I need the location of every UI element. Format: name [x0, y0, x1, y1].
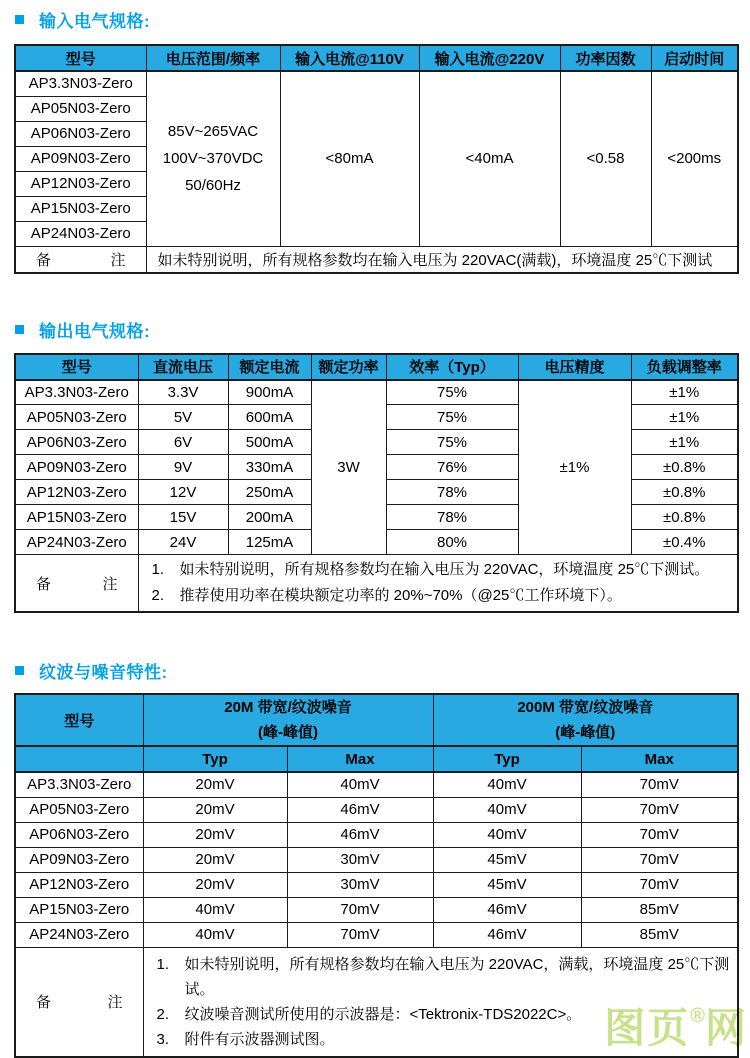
efficiency-cell: 76%	[386, 455, 518, 480]
dc-voltage-cell: 12V	[138, 480, 228, 505]
model-cell: AP09N03-Zero	[15, 847, 143, 872]
table-row	[15, 847, 738, 872]
ripple-200m-typ-cell: 40mV	[433, 797, 581, 822]
model-cell: AP05N03-Zero	[15, 797, 143, 822]
table-row	[15, 772, 738, 797]
load-regulation-cell: ±0.8%	[631, 455, 738, 480]
rated-current-cell: 330mA	[228, 455, 311, 480]
rated-current-cell: 500mA	[228, 430, 311, 455]
ripple-200m-max-cell: 70mV	[581, 822, 738, 847]
group-header-line: (峰-峰值)	[258, 724, 318, 741]
table-subheader-row	[15, 746, 738, 772]
rated-current-cell: 200mA	[228, 505, 311, 530]
rated-current-cell: 900mA	[228, 380, 311, 405]
ripple-20m-max-cell: 46mV	[287, 797, 433, 822]
table-row	[15, 922, 738, 947]
note-text: 如未特别说明，所有规格参数均在输入电压为 220VAC(满载)，环境温度 25℃下测试	[146, 246, 738, 273]
section-title-text: 输出电气规格:	[39, 322, 151, 341]
registered-trademark-icon: ®	[690, 1005, 705, 1027]
note-line	[150, 583, 734, 609]
model-cell: AP24N03-Zero	[15, 221, 146, 246]
efficiency-cell: 75%	[386, 405, 518, 430]
watermark-text: 图页	[604, 1005, 691, 1051]
model-cell: AP24N03-Zero	[15, 530, 138, 555]
ripple-20m-typ-cell: 40mV	[143, 922, 287, 947]
ripple-200m-typ-cell: 46mV	[433, 922, 581, 947]
model-cell: AP24N03-Zero	[15, 922, 143, 947]
model-cell: AP06N03-Zero	[15, 121, 146, 146]
input-current-110v-cell: <80mA	[280, 71, 419, 246]
model-cell: AP05N03-Zero	[15, 405, 138, 430]
ripple-200m-max-cell: 70mV	[581, 772, 738, 797]
note-label-char: 备	[36, 994, 52, 1011]
table-header-row	[15, 45, 738, 71]
section-title-input-specs	[15, 7, 737, 31]
efficiency-cell: 75%	[386, 380, 518, 405]
note-text: 纹波噪音测试所使用的示波器是：<Tektronix-TDS2022C>。	[184, 1005, 582, 1023]
load-regulation-cell: ±0.8%	[631, 480, 738, 505]
group-header-line: (峰-峰值)	[555, 724, 616, 741]
model-cell: AP3.3N03-Zero	[15, 380, 138, 405]
table-row	[15, 797, 738, 822]
dc-voltage-cell: 24V	[138, 530, 228, 555]
voltage-range-line: 85V~265VAC	[167, 123, 259, 141]
model-cell: AP12N03-Zero	[15, 171, 146, 196]
col-header-200m-bandwidth	[433, 694, 738, 746]
voltage-accuracy-cell: ±1%	[518, 380, 631, 555]
note-text: 如未特别说明，所有规格参数均在输入电压为 220VAC，环境温度 25℃下测试。	[179, 561, 710, 578]
efficiency-cell: 78%	[386, 505, 518, 530]
dc-voltage-cell: 15V	[138, 505, 228, 530]
model-cell: AP15N03-Zero	[15, 505, 138, 530]
model-cell: AP12N03-Zero	[15, 480, 138, 505]
col-header-input-current-110v: 输入电流@110V	[280, 45, 419, 71]
ripple-20m-max-cell: 46mV	[287, 822, 433, 847]
col-header-model: 型号	[15, 354, 138, 380]
efficiency-cell: 78%	[386, 480, 518, 505]
note-label-char: 备	[36, 575, 52, 593]
col-header-load-regulation: 负载调整率	[631, 354, 738, 380]
dc-voltage-cell: 3.3V	[138, 380, 228, 405]
note-label-char: 注	[102, 575, 118, 593]
note-number: 1.	[151, 561, 165, 578]
load-regulation-cell: ±1%	[631, 405, 738, 430]
col-header-typ-200m: Typ	[433, 746, 581, 772]
col-header-max-20m: Max	[287, 746, 433, 772]
note-label-char: 备	[36, 251, 52, 269]
group-header-line: 20M 带宽/纹波噪音	[224, 699, 352, 716]
note-text: 推荐使用功率在模块额定功率的 20%~70%（@25℃工作环境下）。	[179, 587, 622, 604]
load-regulation-cell: ±0.8%	[631, 505, 738, 530]
note-number: 1.	[156, 955, 170, 973]
startup-time-cell: <200ms	[651, 71, 738, 246]
note-line	[155, 952, 734, 1002]
rated-current-cell: 250mA	[228, 480, 311, 505]
ripple-20m-max-cell: 70mV	[287, 922, 433, 947]
bullet-square-icon	[15, 325, 24, 334]
col-header-power-factor: 功率因数	[560, 45, 651, 71]
col-header-20m-bandwidth	[143, 694, 433, 746]
note-label-char: 注	[107, 994, 123, 1011]
model-cell: AP06N03-Zero	[15, 430, 138, 455]
section-title-text: 纹波与噪音特性:	[39, 662, 168, 682]
ripple-200m-max-cell: 70mV	[581, 797, 738, 822]
note-label-cell	[15, 947, 143, 1057]
model-cell: AP15N03-Zero	[15, 196, 146, 221]
empty-header-cell	[15, 746, 143, 772]
output-specs-table	[14, 353, 739, 614]
efficiency-cell: 75%	[386, 430, 518, 455]
model-cell: AP06N03-Zero	[15, 822, 143, 847]
watermark-text: 网	[705, 1005, 748, 1051]
ripple-200m-typ-cell: 45mV	[433, 872, 581, 897]
ripple-20m-max-cell: 70mV	[287, 897, 433, 922]
voltage-range-line: 100V~370VDC	[162, 150, 264, 168]
col-header-model: 型号	[15, 45, 146, 71]
note-number: 3.	[156, 1030, 170, 1048]
model-cell: AP05N03-Zero	[15, 96, 146, 121]
ripple-20m-typ-cell: 20mV	[143, 872, 287, 897]
col-header-rated-current: 额定电流	[228, 354, 311, 380]
watermark-logo	[604, 1006, 748, 1049]
table-row	[15, 822, 738, 847]
table-row	[15, 897, 738, 922]
rated-current-cell: 125mA	[228, 530, 311, 555]
model-cell: AP12N03-Zero	[15, 872, 143, 897]
model-cell: AP09N03-Zero	[15, 146, 146, 171]
section-title-output-specs	[15, 318, 737, 342]
note-number: 2.	[156, 1005, 170, 1023]
ripple-20m-max-cell: 40mV	[287, 772, 433, 797]
ripple-20m-typ-cell: 40mV	[143, 897, 287, 922]
ripple-20m-max-cell: 30mV	[287, 847, 433, 872]
note-row	[15, 555, 738, 613]
model-cell: AP3.3N03-Zero	[15, 71, 146, 96]
col-header-rated-power: 额定功率	[311, 354, 386, 380]
ripple-20m-max-cell: 30mV	[287, 872, 433, 897]
note-number: 2.	[151, 587, 165, 604]
note-text: 附件有示波器测试图。	[184, 1030, 335, 1048]
efficiency-cell: 80%	[386, 530, 518, 555]
section-title-ripple-noise	[15, 658, 737, 682]
group-header-line: 200M 带宽/纹波噪音	[517, 699, 654, 716]
ripple-200m-typ-cell: 46mV	[433, 897, 581, 922]
ripple-20m-typ-cell: 20mV	[143, 822, 287, 847]
ripple-20m-typ-cell: 20mV	[143, 797, 287, 822]
ripple-noise-table	[14, 693, 739, 1058]
ripple-20m-typ-cell: 20mV	[143, 772, 287, 797]
ripple-200m-max-cell: 85mV	[581, 897, 738, 922]
table-header-row	[15, 354, 738, 380]
bullet-square-icon	[15, 15, 24, 24]
col-header-dc-voltage: 直流电压	[138, 354, 228, 380]
power-factor-cell: <0.58	[560, 71, 651, 246]
ripple-200m-max-cell: 70mV	[581, 872, 738, 897]
note-line	[150, 557, 734, 583]
input-current-220v-cell: <40mA	[419, 71, 560, 246]
load-regulation-cell: ±1%	[631, 430, 738, 455]
ripple-20m-typ-cell: 20mV	[143, 847, 287, 872]
voltage-range-line: 50/60Hz	[185, 177, 241, 195]
col-header-voltage-range: 电压范围/频率	[146, 45, 280, 71]
ripple-200m-max-cell: 85mV	[581, 922, 738, 947]
note-row	[15, 246, 738, 273]
notes-cell	[138, 555, 738, 613]
dc-voltage-cell: 9V	[138, 455, 228, 480]
dc-voltage-cell: 5V	[138, 405, 228, 430]
table-row	[15, 71, 738, 96]
col-header-max-200m: Max	[581, 746, 738, 772]
input-specs-table	[14, 44, 739, 274]
table-row	[15, 380, 738, 405]
note-label-cell	[15, 555, 138, 613]
col-header-startup-time: 启动时间	[651, 45, 738, 71]
note-label-cell	[15, 246, 146, 273]
col-header-model: 型号	[15, 694, 143, 746]
load-regulation-cell: ±1%	[631, 380, 738, 405]
dc-voltage-cell: 6V	[138, 430, 228, 455]
model-cell: AP3.3N03-Zero	[15, 772, 143, 797]
model-cell: AP09N03-Zero	[15, 455, 138, 480]
voltage-range-cell	[146, 71, 280, 246]
load-regulation-cell: ±0.4%	[631, 530, 738, 555]
bullet-square-icon	[15, 666, 24, 675]
ripple-200m-typ-cell: 45mV	[433, 847, 581, 872]
rated-power-cell: 3W	[311, 380, 386, 555]
ripple-200m-max-cell: 70mV	[581, 847, 738, 872]
col-header-efficiency: 效率（Typ）	[386, 354, 518, 380]
table-row	[15, 872, 738, 897]
model-cell: AP15N03-Zero	[15, 897, 143, 922]
col-header-voltage-accuracy: 电压精度	[518, 354, 631, 380]
section-title-text: 输入电气规格:	[39, 11, 151, 31]
ripple-200m-typ-cell: 40mV	[433, 822, 581, 847]
rated-current-cell: 600mA	[228, 405, 311, 430]
note-label-char: 注	[110, 251, 126, 269]
col-header-typ-20m: Typ	[143, 746, 287, 772]
col-header-input-current-220v: 输入电流@220V	[419, 45, 560, 71]
ripple-200m-typ-cell: 40mV	[433, 772, 581, 797]
note-text: 如未特别说明，所有规格参数均在输入电压为 220VAC，满载，环境温度 25℃下测试。	[184, 955, 730, 998]
table-header-row	[15, 694, 738, 746]
